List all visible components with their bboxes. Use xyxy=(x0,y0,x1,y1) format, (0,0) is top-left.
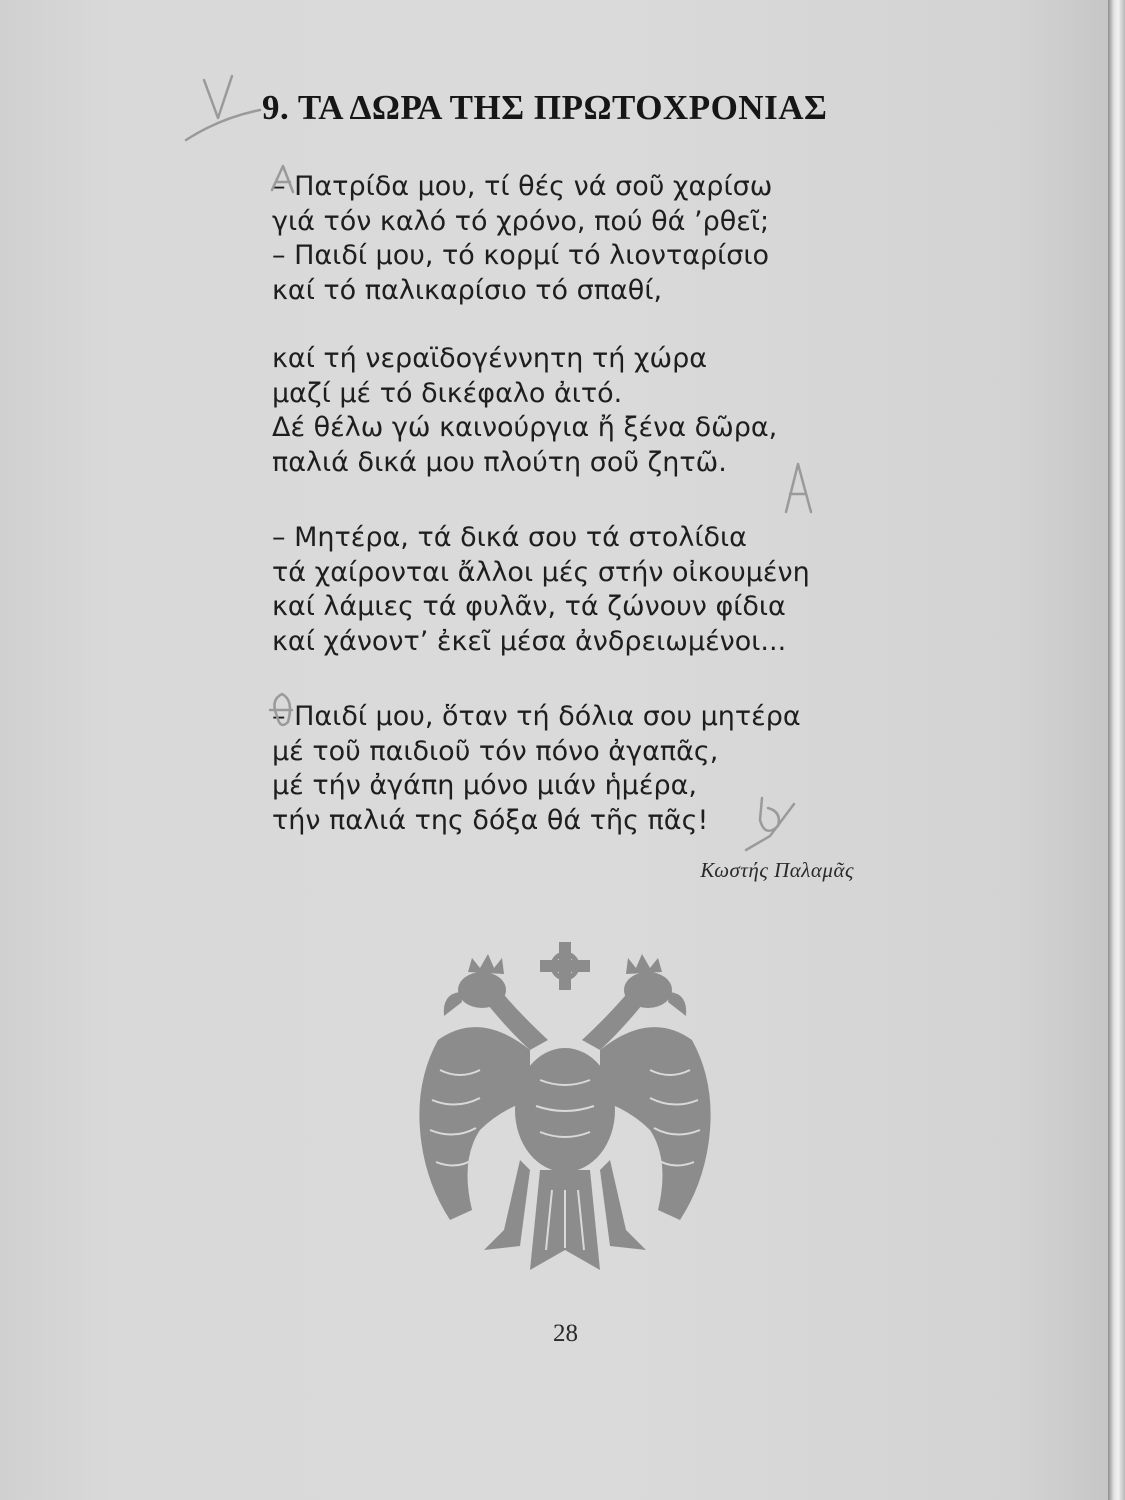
poem-line: καί χάνοντ’ ἐκεῖ μέσα ἀνδρειωμένοι... xyxy=(272,625,787,657)
theta-annotation-icon xyxy=(270,694,292,725)
letter-a-annotation-icon xyxy=(786,464,811,512)
poem-line: Δέ θέλω γώ καινούργια ἤ ξένα δῶρα, xyxy=(272,412,778,443)
poem-line: – Παιδί μου, ὅταν τή δόλια σου μητέρα xyxy=(272,701,801,732)
poem-line: μαζί μέ τό δικέφαλο ἀιτό. xyxy=(272,377,623,409)
poem-line: τήν παλιά της δόξα θά τῆς πᾶς! xyxy=(272,804,709,836)
poem-line: μέ τοῦ παιδιοῦ τόν πόνο ἀγαπᾶς, xyxy=(272,735,719,767)
poem-line: παλιά δικά μου πλούτη σοῦ ζητῶ. xyxy=(272,446,727,478)
checkmark-annotation-icon xyxy=(186,76,260,140)
poem-line: καί τό παλικαρίσιο τό σπαθί, xyxy=(272,274,663,306)
page-number: 28 xyxy=(553,1320,578,1347)
poem-author: Κωστής Παλαμᾶς xyxy=(700,858,854,882)
poem-title: 9. ΤΑ ΔΩΡΑ ΤΗΣ ΠΡΩΤΟΧΡΟΝΙΑΣ xyxy=(262,88,828,127)
poem-line: καί λάμιες τά φυλᾶν, τά ζώνουν φίδια xyxy=(272,591,786,622)
poem-line: γιά τόν καλό τό χρόνο, πού θά ’ρθεῖ; xyxy=(272,205,770,237)
poem-line: τά χαίρονται ἄλλοι μές στήν οἰκουμένη xyxy=(272,556,810,588)
poem-line: μέ τήν ἀγάπη μόνο μιάν ἡμέρα, xyxy=(272,770,697,801)
checkmark-annotation-icon xyxy=(746,798,794,850)
poem-line: – Παιδί μου, τό κορμί τό λιονταρίσιο xyxy=(272,240,770,271)
poem-line: – Πατρίδα μου, τί θές νά σοῦ χαρίσω xyxy=(272,171,773,202)
letter-a-annotation-icon xyxy=(272,166,293,192)
double-headed-eagle-icon xyxy=(380,930,750,1280)
book-spine-edge xyxy=(1108,0,1125,1500)
poem-line: – Μητέρα, τά δικά σου τά στολίδια xyxy=(272,522,747,553)
poem-line: καί τή νεραϊδογέννητη τή χώρα xyxy=(272,343,708,374)
